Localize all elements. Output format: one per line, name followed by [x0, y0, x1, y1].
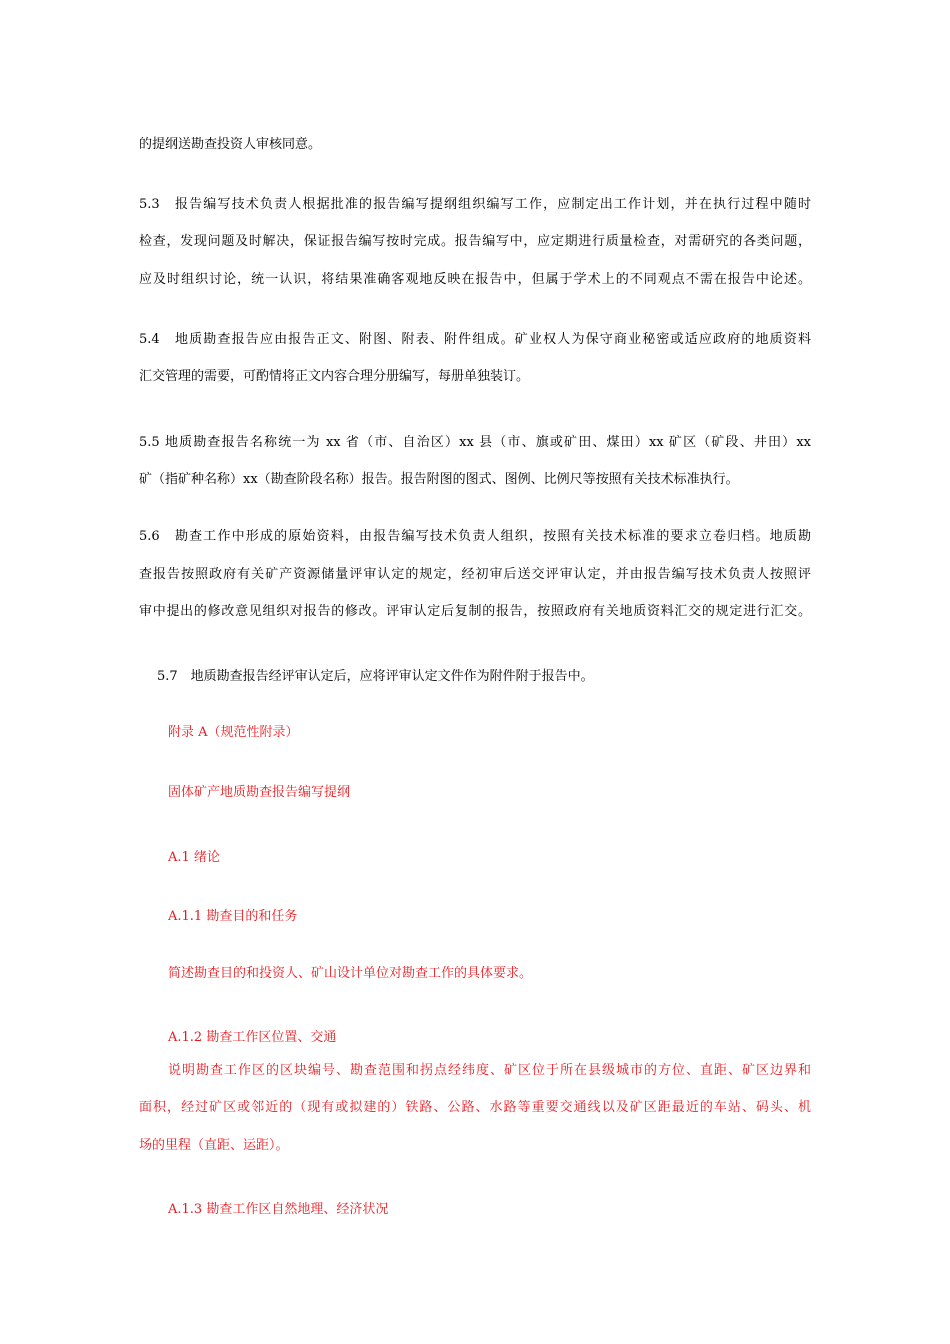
section-a1-3-heading: A.1.3 勘查工作区自然地理、经济状况: [168, 1202, 389, 1217]
paragraph-5-6-line-1: 5.6 勘查工作中形成的原始资料，由报告编写技术负责人组织，按照有关技术标准的要求立卷归档。地质勘: [139, 529, 811, 544]
paragraph-5-3-line-2: 检查，发现问题及时解决，保证报告编写按时完成。报告编写中，应定期进行质量检查，对需研究的各类问题，: [139, 234, 811, 249]
section-a1-heading: A.1 绪论: [168, 850, 220, 865]
paragraph-5-4-line-2: 汇交管理的需要，可酌情将正文内容合理分册编写，每册单独装订。: [139, 369, 530, 384]
paragraph-5-3-line-1: 5.3 报告编写技术负责人根据批准的报告编写提纲组织编写工作，应制定出工作计划，并在执行过程中随时: [139, 197, 811, 212]
section-a1-1-heading: A.1.1 勘查目的和任务: [168, 909, 298, 924]
appendix-subtitle: 固体矿产地质勘查报告编写提纲: [168, 785, 351, 800]
paragraph-5-7: 5.7 地质勘查报告经评审认定后，应将评审认定文件作为附件附于报告中。: [157, 669, 594, 684]
section-a1-1-body: 简述勘查目的和投资人、矿山设计单位对勘查工作的具体要求。: [168, 966, 533, 981]
appendix-title: 附录 A（规范性附录）: [168, 725, 299, 740]
paragraph-5-4-line-1: 5.4 地质勘查报告应由报告正文、附图、附表、附件组成。矿业权人为保守商业秘密或适应政府的地质资料: [139, 332, 811, 347]
section-a1-2-heading: A.1.2 勘查工作区位置、交通: [168, 1030, 337, 1045]
paragraph-5-5-line-1: 5.5 地质勘查报告名称统一为 xx 省（市、自治区）xx 县（市、旗或矿田、煤田）xx 矿区（矿段、井田）xx: [139, 435, 811, 450]
paragraph-5-6-line-3: 审中提出的修改意见组织对报告的修改。评审认定后复制的报告，按照政府有关地质资料汇交的规定进行汇交。: [139, 604, 811, 619]
paragraph-5-2-tail: 的提纲送勘查投资人审核同意。: [139, 137, 322, 152]
section-a1-2-body-line-1: 说明勘查工作区的区块编号、勘查范围和拐点经纬度、矿区位于所在县级城市的方位、直距、矿区边界和: [168, 1063, 811, 1078]
section-a1-2-body-line-3: 场的里程（直距、运距）。: [139, 1138, 289, 1153]
paragraph-5-3-line-3: 应及时组织讨论，统一认识，将结果准确客观地反映在报告中，但属于学术上的不同观点不需在报告中论述。: [139, 272, 811, 287]
paragraph-5-6-line-2: 查报告按照政府有关矿产资源储量评审认定的规定，经初审后送交评审认定，并由报告编写技术负责人按照评: [139, 567, 811, 582]
section-a1-2-body-line-2: 面积，经过矿区或邻近的（现有或拟建的）铁路、公路、水路等重要交通线以及矿区距最近的车站、码头、机: [139, 1100, 811, 1115]
paragraph-5-5-line-2: 矿（指矿种名称）xx（勘查阶段名称）报告。报告附图的图式、图例、比例尺等按照有关技术标准执行。: [139, 472, 739, 487]
